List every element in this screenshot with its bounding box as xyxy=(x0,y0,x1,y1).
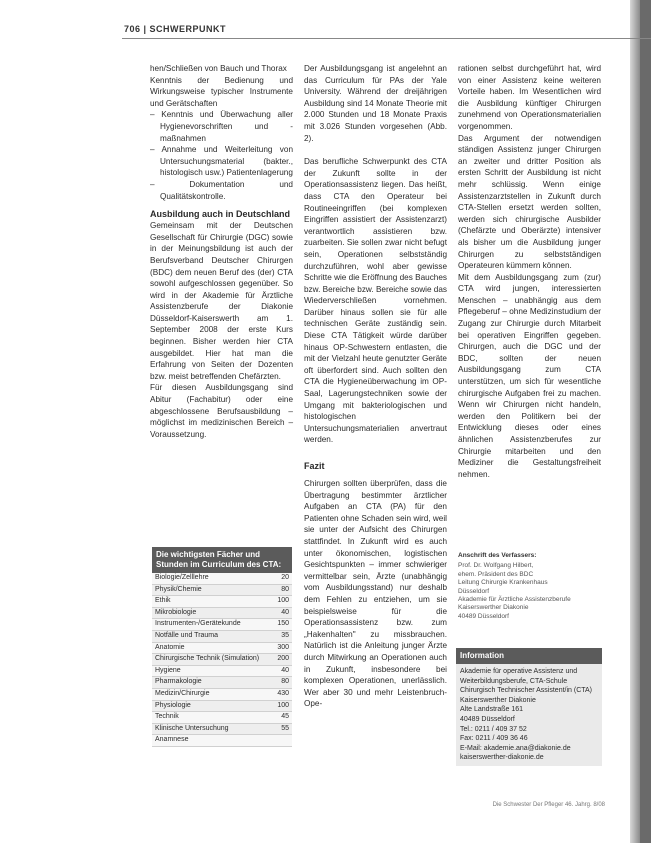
info-box-title: Information xyxy=(456,648,602,664)
col3-body-3: Mit dem Ausbildungsgang zum (zur) CTA wird jungen, interessierten Menschen – unabhängig aus dem Pflegeberuf – ohne Medizinstudium der Zugang zur Chirurgie durch Mitarbeit bei operativen Eingriffen gegeben. Chirurgen, auch die DGC und der BDC, sollten der neuen Ausbildungsgang zum CTA unterstützen, um sich für wesentliche chirurgische Aufgaben frei zu machen. Wenn wir Chirurgen nicht handeln, werden den Politikern bei der Entwicklung dieses oder eines ähnlichen Assistenzberufes zur Chirurgie mitarbeiten und den Mediziner die Gestaltungsfreiheit nehmen. xyxy=(458,272,601,479)
col2-fazit: Chirurgen sollten überprüfen, dass die Übertragung bestimmter ärztlicher Aufgaben an CTA (PA) für den Patienten ohne Schaden sein wird, weil sie unter der Aufsicht des Chirurgen stattfindet. In Zukunft wird es auch unter ökonomischen, logistischen Gesichtspunkten – immer schwieriger vermittelbar sein, Ärzte (unabhängig vom Ausbildungsstand) nur deshalb dem Fehlen zu entziehen, um sie beispielsweise für die Operationsassistenz bzw. zum „Hakenhalten" zu missbrauchen. Natürlich ist die Anleitung junger Ärzte durch Mitwirkung an Operationen auch in Zukunft, insbesondere bei komplexen Operationen, unerlässlich. Wer aber 30 und mehr Leistenbruch-Ope- xyxy=(304,479,447,709)
curriculum-row xyxy=(152,701,292,713)
col3-body: rationen selbst durchgeführt hat, wird von einer Assistenz keine weiteren Vorteile haben. Im Wesentlichen wird die Ausbildung künftiger Chirurgen zunehmend von Operationsmaterialien vorgenommen. xyxy=(458,64,601,131)
curriculum-hours: 55 xyxy=(281,724,289,732)
curriculum-row xyxy=(152,666,292,678)
curriculum-table xyxy=(152,573,292,747)
curriculum-row xyxy=(152,643,292,655)
curriculum-subject: Anamnese xyxy=(155,736,189,744)
column-1 xyxy=(150,63,293,440)
curriculum-box xyxy=(152,547,292,747)
curriculum-row xyxy=(152,689,292,701)
curriculum-row xyxy=(152,573,292,585)
author-lines xyxy=(458,562,604,621)
curriculum-hours: 150 xyxy=(277,620,289,628)
curriculum-subject: Notfälle und Trauma xyxy=(155,631,219,639)
curriculum-box-title: Die wichtigsten Fächer und Stunden im Curriculum des CTA: xyxy=(152,547,292,573)
curriculum-row xyxy=(152,654,292,666)
col1-intro-1: hen/Schließen von Bauch und Thorax xyxy=(150,64,287,73)
header-rule xyxy=(122,38,651,39)
page-spine-shadow xyxy=(630,0,640,843)
col1-body: Gemeinsam mit der Deutschen Gesellschaft für Chirurgie (DGC) sowie in der Meinungsbildung ist auch der Berufsverband Deutscher Chirurgen (BDC) dem neuen Beruf des (der) CTA sowohl aufgeschlossen gegenüber. So wird in der Akademie für Ärztliche Assistenzberufe der Diakonie Düsseldorf-Kaiserswerth am 1. September 2008 der erste Kurs beginnen. Bisher werden hier CTA ausgebildet. Hier hat man die Erfahrung von Seiten der Dozenten bzw. meist betreffenden Chefärzten. xyxy=(150,221,293,381)
col1-body-2: Für diesen Ausbildungsgang sind Abitur (Fachabitur) oder eine abgeschlossene Berufsausbildung – möglichst im medizinischen Bereich – Voraussetzung. xyxy=(150,383,293,439)
section-heading-ausbildung: Ausbildung auch in Deutschland xyxy=(150,209,291,220)
curriculum-subject: Physiologie xyxy=(155,701,191,709)
author-line: Prof. Dr. Wolfgang Hilbert, xyxy=(458,562,534,570)
curriculum-hours: 430 xyxy=(277,689,289,697)
info-line: Fax: 0211 / 409 36 46 xyxy=(460,735,528,743)
curriculum-subject: Pharmakologie xyxy=(155,678,202,686)
curriculum-subject: Biologie/Zelllehre xyxy=(155,574,209,581)
page-footer: Die Schwester Der Pfleger 46. Jahrg. 8/08 xyxy=(492,802,605,808)
curriculum-hours: 200 xyxy=(277,655,289,663)
curriculum-subject: Instrumenten-/Gerätekunde xyxy=(155,620,241,628)
col1-bullet-2: – Annahme und Weiterleitung von Untersuchungsmaterial (bakter., histologisch usw.) Patientenlagerung xyxy=(150,145,293,178)
col1-intro-2: Kenntnis der Bedienung und Wirkungsweise typischer Instrumente und Gerätschaften xyxy=(150,75,293,108)
curriculum-subject: Hygiene xyxy=(155,666,181,674)
curriculum-hours: 80 xyxy=(281,678,289,686)
curriculum-hours: 100 xyxy=(277,701,289,709)
page-edge xyxy=(640,0,651,843)
col1-bullet-3: – Dokumentation und Qualitätskontrolle. xyxy=(150,179,293,201)
info-line: Akademie für operative Assistenz und Weiterbildungsberufe, CTA-Schule xyxy=(460,668,578,685)
column-3 xyxy=(458,63,601,480)
info-line: 40489 Düsseldorf xyxy=(460,715,515,723)
curriculum-row xyxy=(152,596,292,608)
curriculum-row xyxy=(152,608,292,620)
curriculum-row xyxy=(152,735,292,747)
curriculum-row xyxy=(152,619,292,631)
curriculum-row xyxy=(152,631,292,643)
curriculum-hours: 40 xyxy=(281,666,289,674)
author-line: Leitung Chirurgie Krankenhaus xyxy=(458,579,548,587)
curriculum-subject: Anatomie xyxy=(155,643,185,651)
info-line: Tel.: 0211 / 409 37 52 xyxy=(460,725,527,733)
curriculum-subject: Mikrobiologie xyxy=(155,608,197,616)
curriculum-row xyxy=(152,677,292,689)
spacer xyxy=(304,144,447,156)
curriculum-hours: 20 xyxy=(281,574,289,581)
curriculum-hours: 40 xyxy=(281,608,289,616)
info-box xyxy=(456,648,602,766)
curriculum-row xyxy=(152,712,292,724)
info-line: E-Mail: akademie.ana@diakonie.de xyxy=(460,744,571,752)
page-header xyxy=(74,20,544,38)
section-heading-fazit: Fazit xyxy=(304,461,325,471)
author-line: ehem. Präsident des BDC xyxy=(458,570,534,578)
author-line: 40489 Düsseldorf xyxy=(458,612,509,620)
col1-bullet-1: – Kenntnis und Überwachung aller Hygienevorschriften und -maßnahmen xyxy=(150,110,293,143)
info-box-body xyxy=(456,664,602,766)
curriculum-row xyxy=(152,585,292,597)
curriculum-hours: 45 xyxy=(281,713,289,721)
curriculum-subject: Ethik xyxy=(155,597,171,605)
info-line: kaiserswerther-diakonie.de xyxy=(460,754,544,762)
info-line: Chirurgisch Technischer Assistent/in (CTA) xyxy=(460,687,593,695)
header-title: 706 | SCHWERPUNKT xyxy=(124,24,227,34)
curriculum-hours: 80 xyxy=(281,585,289,593)
curriculum-hours: 100 xyxy=(277,597,289,605)
info-line: Kaiserswerther Diakonie xyxy=(460,696,536,704)
author-block xyxy=(458,552,604,621)
curriculum-hours: 35 xyxy=(281,631,289,639)
author-line: Düsseldorf xyxy=(458,587,490,595)
column-2 xyxy=(304,63,447,710)
author-line: Akademie für Ärztliche Assistenzberufe xyxy=(458,596,571,604)
col3-body-2: Das Argument der notwendigen ständigen Assistenz junger Chirurgen an zweiter und dritter Position als ersten Schritt der Ausbildung ist nicht mehr schlüssig. Wenn einige Assistenzarztstellen in Zukunft durch CTA-Stellen ersetzt werden sollten, werden sich chirurgische Ausbilder (Chefärzte und Oberärzte) intensiver als bisher um die Ausbildung junger Chirurgen zu selbstständigen Operateuren kümmern können. xyxy=(458,133,601,271)
col2-body-2: Das berufliche Schwerpunkt des CTA der Zukunft sollte in der Operationsassistenz liegen. Das heißt, dass CTA den Operateur bei Routineeingriffen (bei komplexen Eingriffen assistiert der Assistenzarzt) verantwortlich assistieren bzw. zuarbeiten. Sie sollen zwar nicht befugt sein, Operationen selbstständig durchzuführen, wohl aber gewisse Schritte wie die Eröffnung des Bauches bzw. Bereiche bzw. Bereiche sowie das Wiederverschließen vornehmen. Darüber hinaus sollen sie für alle technischen Geräte zuständig sein. Diese CTA Tätigkeit würde darüber hinaus OP-Schwestern entlasten, die mit der Vielzahl heute genutzter Geräte oft überfordert sind. Auch sollten den CTA die Hygieneüberwachung im OP-Saal, Lagerungstechniken sowie der Umgang mit bakteriologischen und histologischen Untersuchungsmaterialien anvertraut werden. xyxy=(304,157,447,445)
author-title: Anschrift des Verfassers: xyxy=(458,552,537,559)
curriculum-subject: Physik/Chemie xyxy=(155,585,202,593)
curriculum-subject: Klinische Untersuchung xyxy=(155,724,229,732)
curriculum-subject: Medizin/Chirurgie xyxy=(155,689,210,697)
curriculum-hours: 300 xyxy=(277,643,289,651)
curriculum-subject: Chirurgische Technik (Simulation) xyxy=(155,655,260,663)
curriculum-row xyxy=(152,724,292,736)
author-line: Kaiserswerther Diakonie xyxy=(458,604,529,612)
curriculum-subject: Technik xyxy=(155,713,179,721)
col2-body: Der Ausbildungsgang ist angelehnt an das Curriculum für PAs der Yale University. Während der dreijährigen Ausbildung sind 14 Monate Theorie mit 2.000 Stunden und 18 Monate Praxis mit 3.026 Stunden vorgesehen (Abb. 2). xyxy=(304,64,447,143)
info-line: Alte Landstraße 161 xyxy=(460,706,524,714)
